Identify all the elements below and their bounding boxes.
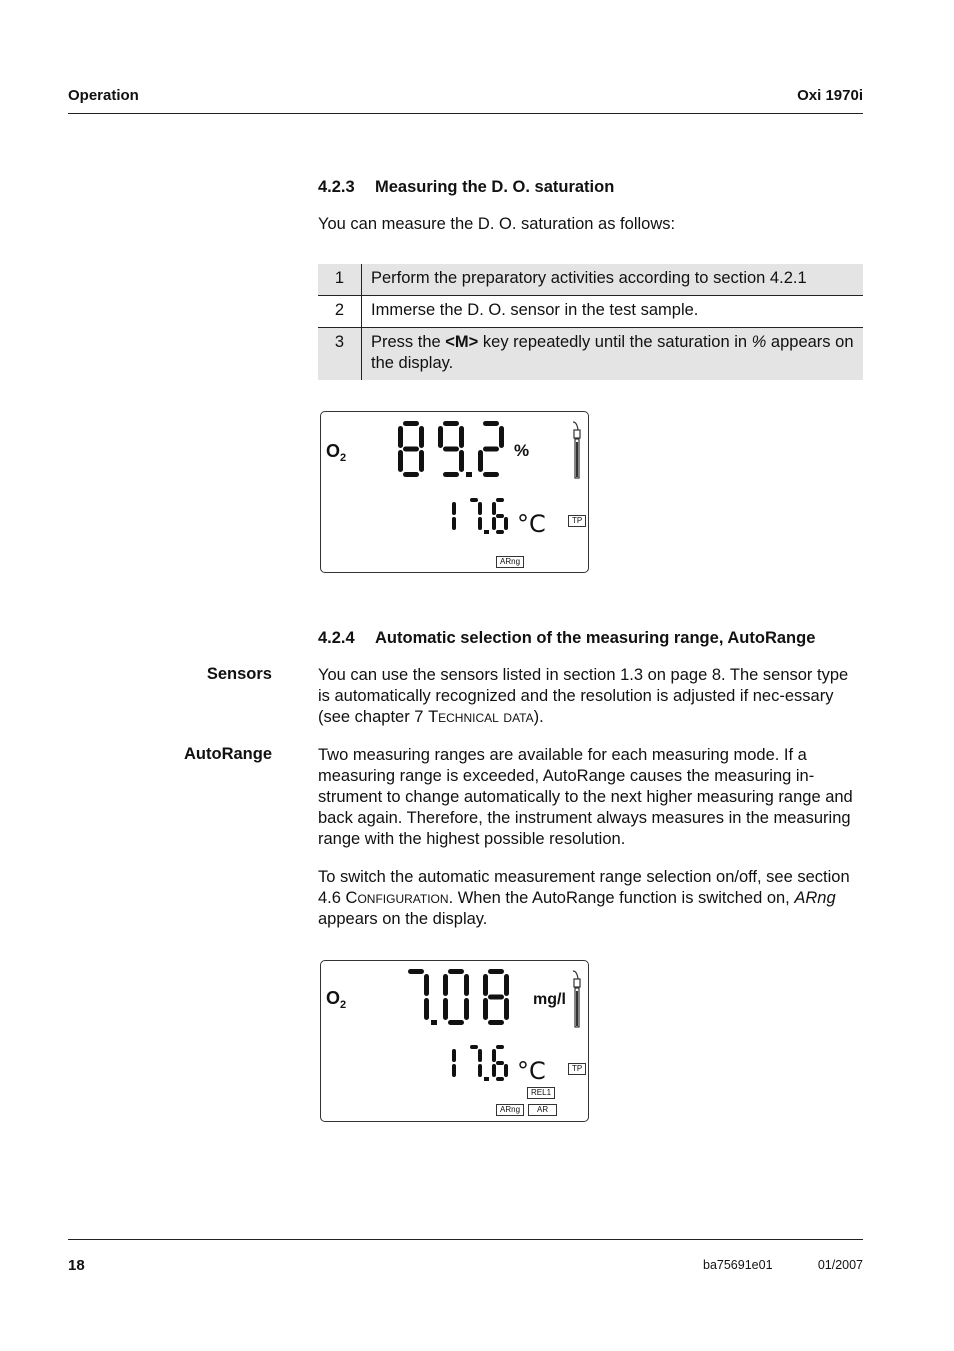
segment-d <box>488 1020 504 1025</box>
segment-e <box>478 450 483 472</box>
segment-g <box>496 1061 504 1065</box>
segment-d <box>403 472 419 477</box>
section-title: Measuring the D. O. saturation <box>375 178 615 196</box>
document-id: ba75691e01 <box>703 1258 773 1272</box>
probe-icon <box>573 422 580 478</box>
lcd-digit-9 <box>438 421 464 477</box>
switch-paragraph: To switch the automatic measurement range selection on/off, see section 4.6 Configuration. When the AutoRange function is switched on, ARng appears on the display. <box>318 868 850 928</box>
decimal-point <box>484 530 489 534</box>
segment-b <box>452 502 456 515</box>
segment-e <box>443 998 448 1020</box>
arng-indicator: ARng <box>496 1104 524 1116</box>
decimal-point <box>431 1020 437 1025</box>
lcd-digit-6 <box>492 1045 508 1081</box>
temperature-digits <box>452 498 508 534</box>
step-text: Press the <M> key repeatedly until the saturation in % appears on the display. <box>362 328 864 381</box>
lcd-digit-8 <box>398 421 424 477</box>
segment-c <box>464 998 469 1020</box>
segment-f <box>492 502 496 515</box>
segment-e <box>398 450 403 472</box>
segment-b <box>504 974 509 996</box>
segment-g <box>488 995 504 1000</box>
lcd-digit-2 <box>478 421 504 477</box>
arng-indicator: ARng <box>496 556 524 568</box>
segment-c <box>478 517 482 530</box>
segment-a <box>488 969 504 974</box>
segment-c <box>504 1064 508 1077</box>
lcd-digit-6 <box>492 498 508 534</box>
sensors-side-label: Sensors <box>206 665 272 683</box>
lcd-digit-7 <box>470 1045 482 1077</box>
document-date: 01/2007 <box>817 1258 863 1272</box>
segment-c <box>452 1064 456 1077</box>
segment-b <box>464 974 469 996</box>
arng-term: ARng <box>794 889 836 907</box>
segment-c <box>504 517 508 530</box>
section-4-2-4-heading <box>318 629 815 648</box>
tp-indicator: TP <box>568 515 586 527</box>
temperature-unit: °C <box>517 510 546 538</box>
segment-b <box>424 974 429 996</box>
segment-c <box>459 450 464 472</box>
segment-f <box>483 974 488 996</box>
steps-table <box>318 264 863 380</box>
step-row <box>318 296 863 328</box>
page-number: 18 <box>68 1257 85 1274</box>
lcd-digit-8 <box>483 969 509 1025</box>
segment-a <box>496 1045 504 1049</box>
segment-a <box>448 969 464 974</box>
section-4-2-3-intro: You can measure the D. O. saturation as follows: <box>318 215 676 233</box>
segment-f <box>492 1049 496 1062</box>
ar-indicator: AR <box>528 1104 557 1116</box>
segment-a <box>403 421 419 426</box>
step-number: 2 <box>318 296 362 328</box>
header-product-name: Oxi 1970i <box>797 87 863 104</box>
segment-a <box>496 498 504 502</box>
segment-e <box>492 517 496 530</box>
autorange-side-label: AutoRange <box>184 745 272 763</box>
decimal-point <box>484 1077 489 1081</box>
probe-icon <box>573 971 580 1027</box>
step-number: 1 <box>318 264 362 296</box>
section-number: 4.2.4 <box>318 629 355 647</box>
section-number: 4.2.3 <box>318 178 355 196</box>
segment-a <box>443 421 459 426</box>
segment-a <box>483 421 499 426</box>
segment-d <box>443 472 459 477</box>
segment-c <box>419 450 424 472</box>
segment-c <box>478 1064 482 1077</box>
key-label: <M> <box>445 333 479 351</box>
segment-e <box>492 1064 496 1077</box>
segment-g <box>496 514 504 518</box>
step-row <box>318 328 863 381</box>
lcd-display-concentration <box>320 960 589 1122</box>
lcd-digit-0 <box>443 969 469 1025</box>
main-unit: % <box>514 441 530 460</box>
segment-b <box>459 426 464 448</box>
main-unit: mg/l <box>533 991 566 1008</box>
lcd-display-saturation <box>320 411 589 573</box>
segment-c <box>504 998 509 1020</box>
main-value-digits <box>408 969 509 1025</box>
autorange-paragraph: Two measuring ranges are available for each measuring mode. If a measuring range is exceeded, AutoRange causes the measuring in-strument to change automatically to the next higher measuring range and back again. Therefore, the instrument always measures in the measuring range with the highest possible resolution. <box>318 746 853 848</box>
tp-indicator: TP <box>568 1063 586 1075</box>
segment-g <box>483 447 499 452</box>
segment-f <box>438 426 443 448</box>
segment-b <box>478 1049 482 1062</box>
segment-d <box>448 1020 464 1025</box>
segment-d <box>496 1077 504 1081</box>
lcd-digit-7 <box>408 969 429 1020</box>
segment-a <box>408 969 424 974</box>
segment-g <box>403 447 419 452</box>
param-subscript: 2 <box>340 452 347 464</box>
param-label: O <box>326 988 341 1008</box>
segment-f <box>443 974 448 996</box>
lcd-digit-1 <box>452 502 456 530</box>
unit-label: % <box>751 333 767 351</box>
footer-rule <box>68 1239 863 1240</box>
segment-e <box>483 998 488 1020</box>
temperature-digits <box>452 1045 508 1081</box>
header-section-title: Operation <box>68 87 139 104</box>
header-rule <box>68 113 863 114</box>
step-text: Perform the preparatory activities according to section 4.2.1 <box>362 264 864 296</box>
segment-d <box>483 472 499 477</box>
section-4-2-3-heading <box>318 178 614 197</box>
segment-c <box>452 517 456 530</box>
main-value-digits <box>398 421 504 477</box>
segment-d <box>496 530 504 534</box>
segment-f <box>398 426 403 448</box>
segment-b <box>452 1049 456 1062</box>
lcd-digit-7 <box>470 498 482 530</box>
step-row <box>318 264 863 296</box>
decimal-point <box>466 472 472 477</box>
rel1-indicator: REL1 <box>527 1087 555 1099</box>
segment-b <box>419 426 424 448</box>
lcd-digit-1 <box>452 1049 456 1077</box>
segment-g <box>443 447 459 452</box>
step-number: 3 <box>318 328 362 381</box>
param-label: O <box>326 441 341 461</box>
temperature-unit: °C <box>517 1057 546 1085</box>
chapter-reference: Technical data <box>428 708 534 726</box>
segment-b <box>478 502 482 515</box>
sensors-paragraph: You can use the sensors listed in section 1.3 on page 8. The sensor type is automatically recognized and the resolution is adjusted if nec-essary (see chapter 7 Technical data). <box>318 666 849 726</box>
segment-b <box>499 426 504 448</box>
step-text: Immerse the D. O. sensor in the test sample. <box>362 296 864 328</box>
segment-a <box>470 1045 478 1049</box>
section-title: Automatic selection of the measuring range, AutoRange <box>375 629 816 647</box>
segment-c <box>424 998 429 1020</box>
param-subscript: 2 <box>340 999 347 1011</box>
segment-a <box>470 498 478 502</box>
section-reference: Configuration <box>345 889 449 907</box>
